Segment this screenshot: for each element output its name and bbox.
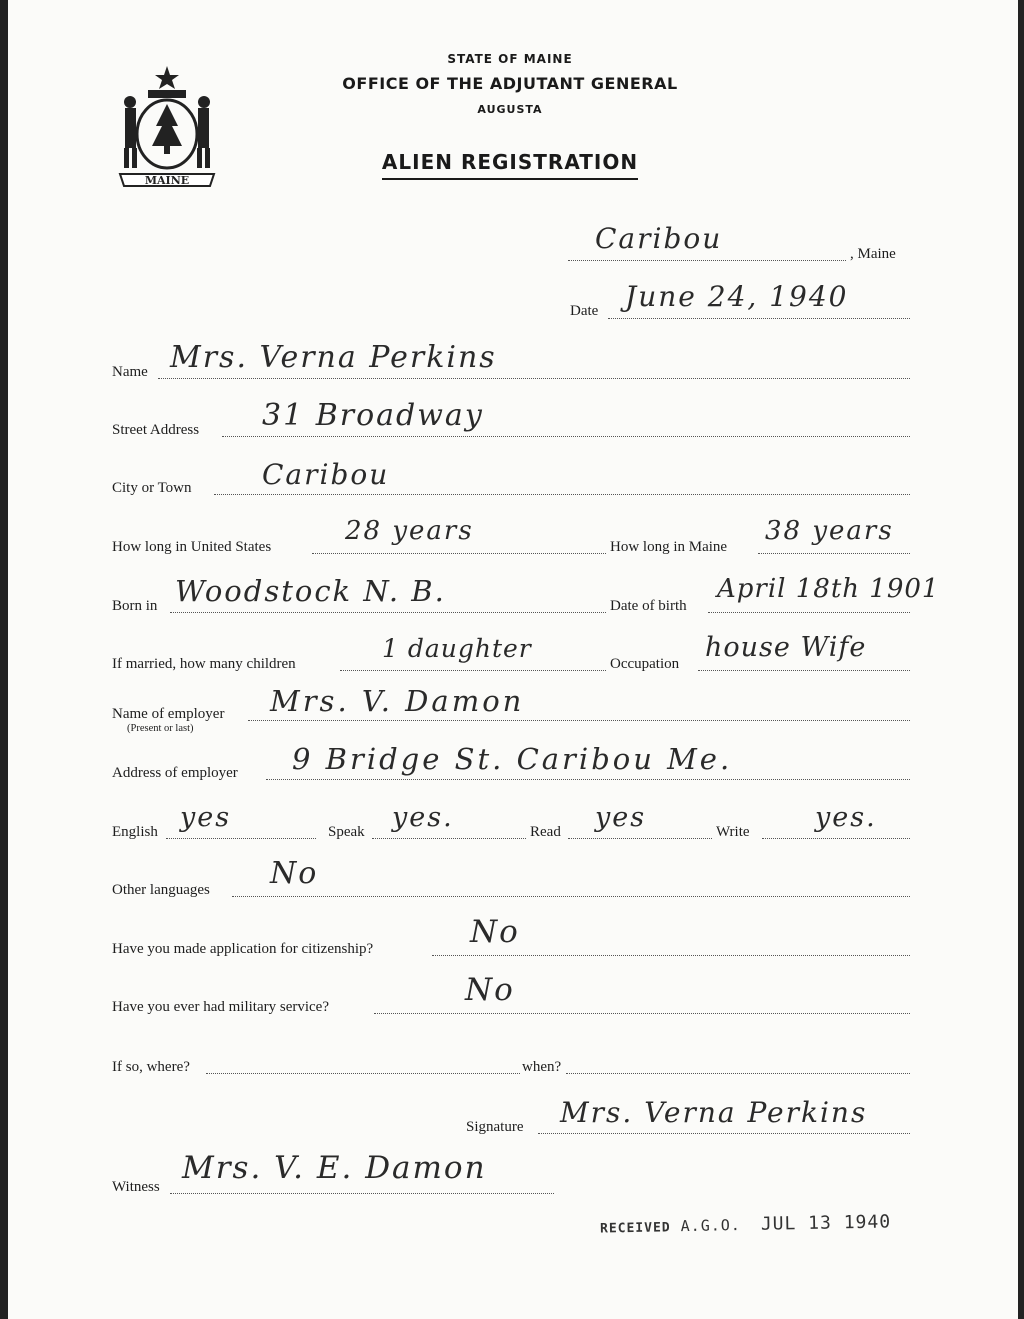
read-label: Read bbox=[530, 824, 561, 840]
svg-text:MAINE: MAINE bbox=[144, 174, 190, 187]
header-office: OFFICE OF THE ADJUTANT GENERAL bbox=[342, 74, 678, 93]
read-value: yes bbox=[595, 802, 647, 833]
employer-address-line bbox=[266, 779, 910, 780]
us-duration-value: 28 years bbox=[345, 516, 474, 546]
maine-duration-label: How long in Maine bbox=[610, 539, 728, 555]
signature-label: Signature bbox=[466, 1119, 524, 1135]
witness-label: Witness bbox=[112, 1179, 160, 1195]
english-line bbox=[166, 838, 316, 839]
read-line bbox=[568, 838, 712, 839]
witness-line bbox=[170, 1193, 554, 1194]
name-value: Mrs. Verna Perkins bbox=[170, 340, 497, 375]
received-stamp: RECEIVED A.G.O. JUL 13 1940 bbox=[599, 1211, 892, 1237]
date-value: June 24, 1940 bbox=[625, 280, 849, 313]
city-label: City or Town bbox=[112, 480, 192, 496]
military-line bbox=[374, 1013, 910, 1014]
other-languages-label: Other languages bbox=[112, 882, 210, 898]
maine-duration-line bbox=[758, 553, 910, 554]
street-value: 31 Broadway bbox=[262, 398, 484, 433]
scan-edge-right bbox=[1018, 0, 1024, 1319]
place-value: Caribou bbox=[595, 222, 723, 255]
city-value: Caribou bbox=[262, 458, 390, 491]
citizenship-label: Have you made application for citizenship? bbox=[112, 941, 374, 957]
born-value: Woodstock N. B. bbox=[175, 574, 446, 608]
dob-line bbox=[708, 612, 910, 613]
occupation-label: Occupation bbox=[610, 656, 680, 672]
signature-value: Mrs. Verna Perkins bbox=[560, 1096, 868, 1129]
when-label: when? bbox=[522, 1059, 562, 1075]
street-label: Street Address bbox=[112, 422, 200, 438]
citizenship-line bbox=[432, 955, 910, 956]
street-line bbox=[222, 436, 910, 437]
scan-edge-left bbox=[0, 0, 8, 1319]
occupation-line bbox=[698, 670, 910, 671]
employer-sublabel: (Present or last) bbox=[127, 723, 194, 734]
employer-value: Mrs. V. Damon bbox=[270, 684, 525, 718]
citizenship-value: No bbox=[470, 914, 520, 950]
children-value: 1 daughter bbox=[382, 634, 532, 663]
where-line bbox=[206, 1073, 520, 1074]
header-state: STATE OF MAINE bbox=[447, 52, 573, 66]
name-line bbox=[158, 378, 910, 379]
other-languages-line bbox=[232, 896, 910, 897]
place-line bbox=[568, 260, 846, 261]
employer-address-value: 9 Bridge St. Caribou Me. bbox=[292, 742, 733, 776]
state-seal-icon bbox=[112, 62, 222, 190]
us-duration-line bbox=[312, 553, 606, 554]
dob-value: April 18th 1901 bbox=[717, 574, 940, 604]
children-line bbox=[340, 670, 606, 671]
military-value: No bbox=[465, 972, 515, 1008]
header-city: AUGUSTA bbox=[477, 103, 543, 116]
children-label: If married, how many children bbox=[112, 656, 296, 672]
us-duration-label: How long in United States bbox=[112, 539, 272, 555]
born-label: Born in bbox=[112, 598, 158, 614]
date-label: Date bbox=[570, 303, 599, 319]
write-label: Write bbox=[716, 824, 750, 840]
write-value: yes. bbox=[815, 802, 877, 833]
witness-value: Mrs. V. E. Damon bbox=[182, 1150, 487, 1186]
dob-label: Date of birth bbox=[610, 598, 687, 614]
speak-line bbox=[372, 838, 526, 839]
maine-suffix: , Maine bbox=[850, 246, 896, 262]
military-label: Have you ever had military service? bbox=[112, 999, 329, 1015]
other-languages-value: No bbox=[270, 856, 319, 891]
speak-label: Speak bbox=[328, 824, 365, 840]
occupation-value: house Wife bbox=[705, 632, 867, 663]
maine-duration-value: 38 years bbox=[765, 516, 894, 546]
signature-line bbox=[538, 1133, 910, 1134]
where-label: If so, where? bbox=[112, 1059, 190, 1075]
employer-address-label: Address of employer bbox=[112, 765, 238, 781]
employer-line bbox=[248, 720, 910, 721]
employer-label: Name of employer bbox=[112, 706, 225, 722]
english-value: yes bbox=[180, 802, 232, 833]
date-line bbox=[608, 318, 910, 319]
speak-value: yes. bbox=[392, 802, 454, 833]
born-line bbox=[170, 612, 606, 613]
name-label: Name bbox=[112, 364, 148, 380]
when-line bbox=[566, 1073, 910, 1074]
english-label: English bbox=[112, 824, 158, 840]
city-line bbox=[214, 494, 910, 495]
write-line bbox=[762, 838, 910, 839]
form-title: ALIEN REGISTRATION bbox=[300, 150, 720, 174]
